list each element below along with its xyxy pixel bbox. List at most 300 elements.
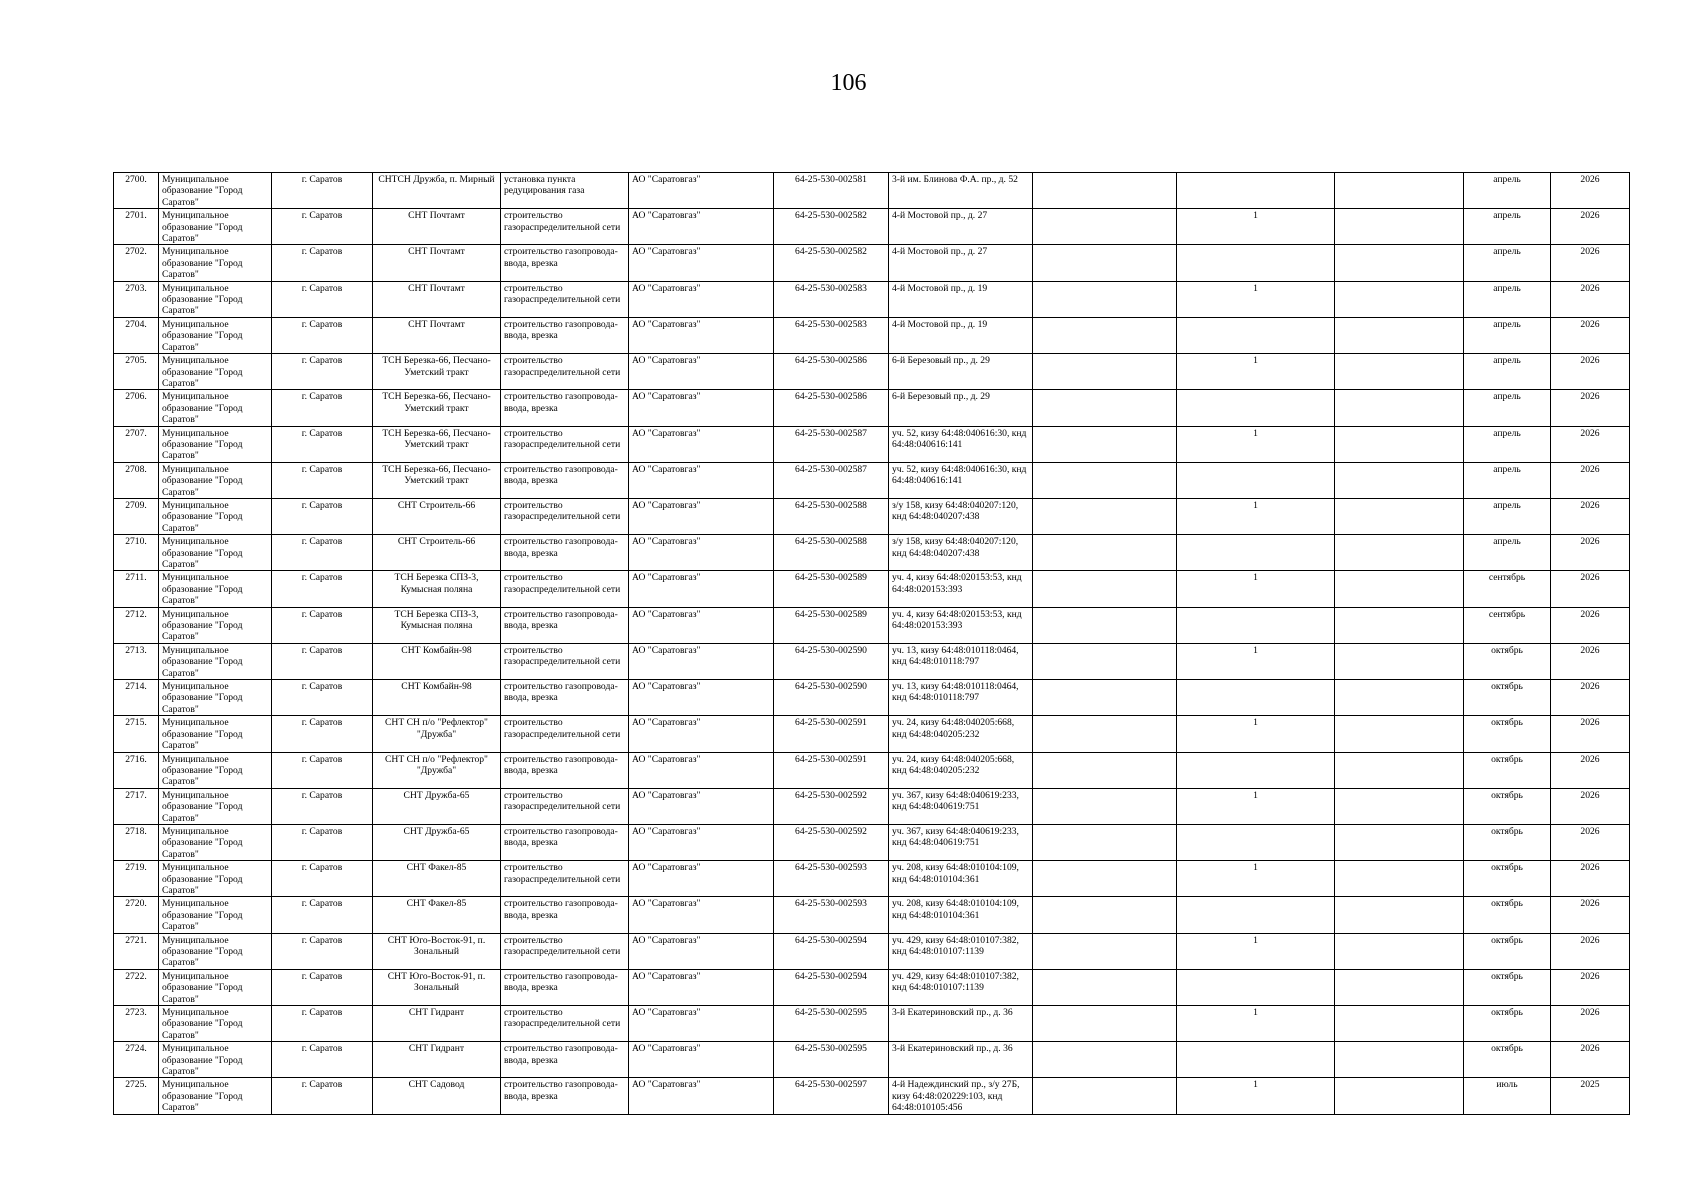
empty-cell [1335,462,1464,498]
count-cell: 1 [1177,1006,1335,1042]
page-number: 106 [830,70,867,96]
municipality-cell: Муниципальное образование "Город Саратов" [159,824,272,860]
work-type-cell: строительство газопровода-ввода, врезка [501,752,629,788]
municipality-cell: Муниципальное образование "Город Саратов" [159,643,272,679]
row-number-cell: 2720. [114,897,159,933]
object-code-cell: 64-25-530-002591 [774,752,889,788]
work-type-cell: строительство газопровода-ввода, врезка [501,897,629,933]
table-row [114,933,1630,969]
organization-cell: АО "Саратовгаз" [629,209,774,245]
month-cell: апрель [1464,462,1551,498]
work-type-cell: строительство газопровода-ввода, врезка [501,607,629,643]
empty-cell [1033,1006,1177,1042]
year-cell: 2026 [1551,317,1630,353]
table-row [114,1078,1630,1114]
empty-cell [1335,535,1464,571]
row-number-cell: 2721. [114,933,159,969]
year-cell: 2026 [1551,607,1630,643]
empty-cell [1033,498,1177,534]
address-cell: 4-й Мостовой пр., д. 27 [889,209,1033,245]
month-cell: апрель [1464,390,1551,426]
table-row [114,209,1630,245]
count-cell [1177,607,1335,643]
organization-cell: АО "Саратовгаз" [629,897,774,933]
month-cell: октябрь [1464,788,1551,824]
organization-cell: АО "Саратовгаз" [629,1042,774,1078]
month-cell: октябрь [1464,1042,1551,1078]
city-cell: г. Саратов [272,861,373,897]
organization-cell: АО "Саратовгаз" [629,788,774,824]
empty-cell [1335,1042,1464,1078]
organization-cell: АО "Саратовгаз" [629,680,774,716]
month-cell: июль [1464,1078,1551,1114]
city-cell: г. Саратов [272,245,373,281]
empty-cell [1033,643,1177,679]
empty-cell [1033,861,1177,897]
settlement-cell: СНТ СН п/о "Рефлектор" "Дружба" [373,716,501,752]
empty-cell [1033,426,1177,462]
address-cell: уч. 52, кизу 64:48:040616:30, кнд 64:48:040616:141 [889,426,1033,462]
month-cell: октябрь [1464,969,1551,1005]
object-code-cell: 64-25-530-002588 [774,498,889,534]
object-code-cell: 64-25-530-002586 [774,354,889,390]
table-row [114,680,1630,716]
month-cell: октябрь [1464,861,1551,897]
table-row [114,716,1630,752]
row-number-cell: 2701. [114,209,159,245]
organization-cell: АО "Саратовгаз" [629,607,774,643]
empty-cell [1033,245,1177,281]
count-cell: 1 [1177,716,1335,752]
count-cell: 1 [1177,426,1335,462]
row-number-cell: 2711. [114,571,159,607]
city-cell: г. Саратов [272,643,373,679]
municipality-cell: Муниципальное образование "Город Саратов" [159,317,272,353]
object-code-cell: 64-25-530-002583 [774,317,889,353]
object-code-cell: 64-25-530-002597 [774,1078,889,1114]
empty-cell [1335,752,1464,788]
municipality-cell: Муниципальное образование "Город Саратов" [159,680,272,716]
empty-cell [1033,173,1177,209]
object-code-cell: 64-25-530-002595 [774,1006,889,1042]
organization-cell: АО "Саратовгаз" [629,824,774,860]
table-row [114,281,1630,317]
settlement-cell: СНТ Дружба-65 [373,788,501,824]
address-cell: 6-й Березовый пр., д. 29 [889,390,1033,426]
table-row [114,643,1630,679]
settlement-cell: СНТ Дружба-65 [373,824,501,860]
work-type-cell: строительство газораспределительной сети [501,209,629,245]
empty-cell [1335,281,1464,317]
month-cell: апрель [1464,535,1551,571]
object-code-cell: 64-25-530-002588 [774,535,889,571]
month-cell: сентябрь [1464,607,1551,643]
count-cell: 1 [1177,933,1335,969]
table-row [114,173,1630,209]
settlement-cell: СНТ Строитель-66 [373,498,501,534]
month-cell: октябрь [1464,643,1551,679]
address-cell: уч. 208, кизу 64:48:010104:109, кнд 64:48:010104:361 [889,861,1033,897]
object-code-cell: 64-25-530-002589 [774,607,889,643]
settlement-cell: ТСН Березка-66, Песчано-Уметский тракт [373,462,501,498]
organization-cell: АО "Саратовгаз" [629,462,774,498]
year-cell: 2026 [1551,680,1630,716]
address-cell: 3-й Екатериновский пр., д. 36 [889,1006,1033,1042]
work-type-cell: строительство газопровода-ввода, врезка [501,317,629,353]
municipality-cell: Муниципальное образование "Город Саратов" [159,933,272,969]
address-cell: 3-й Екатериновский пр., д. 36 [889,1042,1033,1078]
empty-cell [1033,571,1177,607]
empty-cell [1033,607,1177,643]
count-cell: 1 [1177,643,1335,679]
municipality-cell: Муниципальное образование "Город Саратов" [159,354,272,390]
object-code-cell: 64-25-530-002593 [774,897,889,933]
municipality-cell: Муниципальное образование "Город Саратов" [159,788,272,824]
row-number-cell: 2718. [114,824,159,860]
empty-cell [1033,716,1177,752]
table-body [114,173,1630,1115]
municipality-cell: Муниципальное образование "Город Саратов" [159,897,272,933]
count-cell [1177,1042,1335,1078]
settlement-cell: СНТ Юго-Восток-91, п. Зональный [373,969,501,1005]
count-cell: 1 [1177,354,1335,390]
table-row [114,498,1630,534]
month-cell: апрель [1464,498,1551,534]
work-type-cell: строительство газопровода-ввода, врезка [501,390,629,426]
empty-cell [1335,861,1464,897]
empty-cell [1033,897,1177,933]
empty-cell [1033,1078,1177,1114]
table-row [114,897,1630,933]
object-code-cell: 64-25-530-002590 [774,643,889,679]
empty-cell [1033,462,1177,498]
row-number-cell: 2719. [114,861,159,897]
row-number-cell: 2712. [114,607,159,643]
year-cell: 2026 [1551,209,1630,245]
row-number-cell: 2706. [114,390,159,426]
year-cell: 2026 [1551,1042,1630,1078]
work-type-cell: строительство газопровода-ввода, врезка [501,824,629,860]
row-number-cell: 2704. [114,317,159,353]
work-type-cell: строительство газораспределительной сети [501,426,629,462]
work-type-cell: строительство газопровода-ввода, врезка [501,1078,629,1114]
year-cell: 2026 [1551,861,1630,897]
city-cell: г. Саратов [272,317,373,353]
object-code-cell: 64-25-530-002591 [774,716,889,752]
city-cell: г. Саратов [272,788,373,824]
address-cell: уч. 367, кизу 64:48:040619:233, кнд 64:48:040619:751 [889,788,1033,824]
count-cell [1177,824,1335,860]
city-cell: г. Саратов [272,462,373,498]
address-cell: уч. 24, кизу 64:48:040205:668, кнд 64:48:040205:232 [889,752,1033,788]
object-code-cell: 64-25-530-002592 [774,788,889,824]
month-cell: апрель [1464,317,1551,353]
empty-cell [1335,969,1464,1005]
city-cell: г. Саратов [272,354,373,390]
city-cell: г. Саратов [272,680,373,716]
empty-cell [1335,607,1464,643]
count-cell [1177,969,1335,1005]
row-number-cell: 2700. [114,173,159,209]
settlement-cell: СНТ Гидрант [373,1006,501,1042]
empty-cell [1335,354,1464,390]
year-cell: 2026 [1551,535,1630,571]
work-type-cell: строительство газораспределительной сети [501,281,629,317]
municipality-cell: Муниципальное образование "Город Саратов" [159,752,272,788]
settlement-cell: ТСН Березка СПЗ-3, Кумысная поляна [373,571,501,607]
city-cell: г. Саратов [272,571,373,607]
empty-cell [1033,281,1177,317]
city-cell: г. Саратов [272,752,373,788]
work-type-cell: строительство газораспределительной сети [501,1006,629,1042]
work-type-cell: строительство газопровода-ввода, врезка [501,969,629,1005]
table-row [114,607,1630,643]
organization-cell: АО "Саратовгаз" [629,643,774,679]
object-code-cell: 64-25-530-002590 [774,680,889,716]
count-cell: 1 [1177,861,1335,897]
city-cell: г. Саратов [272,1042,373,1078]
empty-cell [1033,209,1177,245]
row-number-cell: 2715. [114,716,159,752]
object-code-cell: 64-25-530-002581 [774,173,889,209]
table-row [114,390,1630,426]
year-cell: 2026 [1551,245,1630,281]
object-code-cell: 64-25-530-002587 [774,426,889,462]
row-number-cell: 2705. [114,354,159,390]
month-cell: апрель [1464,245,1551,281]
empty-cell [1033,933,1177,969]
row-number-cell: 2724. [114,1042,159,1078]
year-cell: 2026 [1551,571,1630,607]
city-cell: г. Саратов [272,498,373,534]
work-type-cell: строительство газопровода-ввода, врезка [501,245,629,281]
address-cell: з/у 158, кизу 64:48:040207:120, кнд 64:48:040207:438 [889,535,1033,571]
settlement-cell: СНТ Почтамт [373,317,501,353]
empty-cell [1033,354,1177,390]
address-cell: уч. 367, кизу 64:48:040619:233, кнд 64:48:040619:751 [889,824,1033,860]
table-row [114,426,1630,462]
row-number-cell: 2707. [114,426,159,462]
empty-cell [1335,1006,1464,1042]
object-code-cell: 64-25-530-002593 [774,861,889,897]
address-cell: уч. 429, кизу 64:48:010107:382, кнд 64:48:010107:1139 [889,969,1033,1005]
settlement-cell: СНТ Юго-Восток-91, п. Зональный [373,933,501,969]
municipality-cell: Муниципальное образование "Город Саратов" [159,281,272,317]
organization-cell: АО "Саратовгаз" [629,969,774,1005]
empty-cell [1033,788,1177,824]
organization-cell: АО "Саратовгаз" [629,245,774,281]
object-code-cell: 64-25-530-002595 [774,1042,889,1078]
empty-cell [1335,643,1464,679]
municipality-cell: Муниципальное образование "Город Саратов" [159,535,272,571]
row-number-cell: 2708. [114,462,159,498]
municipality-cell: Муниципальное образование "Город Саратов" [159,1042,272,1078]
year-cell: 2026 [1551,498,1630,534]
work-type-cell: строительство газораспределительной сети [501,498,629,534]
municipality-cell: Муниципальное образование "Город Саратов" [159,209,272,245]
organization-cell: АО "Саратовгаз" [629,354,774,390]
municipality-cell: Муниципальное образование "Город Саратов" [159,571,272,607]
table-row [114,1006,1630,1042]
work-type-cell: строительство газопровода-ввода, врезка [501,535,629,571]
municipality-cell: Муниципальное образование "Город Саратов" [159,607,272,643]
month-cell: апрель [1464,173,1551,209]
empty-cell [1335,498,1464,534]
municipality-cell: Муниципальное образование "Город Саратов" [159,1006,272,1042]
year-cell: 2026 [1551,426,1630,462]
city-cell: г. Саратов [272,390,373,426]
settlement-cell: СНТ Почтамт [373,245,501,281]
month-cell: апрель [1464,209,1551,245]
row-number-cell: 2722. [114,969,159,1005]
address-cell: уч. 52, кизу 64:48:040616:30, кнд 64:48:040616:141 [889,462,1033,498]
table-row [114,824,1630,860]
table-row [114,752,1630,788]
address-cell: 4-й Надеждинский пр., з/у 27Б, кизу 64:48:020229:103, кнд 64:48:010105:456 [889,1078,1033,1114]
empty-cell [1033,969,1177,1005]
city-cell: г. Саратов [272,607,373,643]
count-cell: 1 [1177,209,1335,245]
month-cell: октябрь [1464,680,1551,716]
count-cell: 1 [1177,1078,1335,1114]
month-cell: октябрь [1464,897,1551,933]
municipality-cell: Муниципальное образование "Город Саратов" [159,969,272,1005]
settlement-cell: СНТ Почтамт [373,281,501,317]
count-cell [1177,752,1335,788]
count-cell: 1 [1177,571,1335,607]
month-cell: октябрь [1464,752,1551,788]
municipality-cell: Муниципальное образование "Город Саратов" [159,498,272,534]
object-code-cell: 64-25-530-002586 [774,390,889,426]
row-number-cell: 2716. [114,752,159,788]
settlement-cell: ТСН Березка-66, Песчано-Уметский тракт [373,354,501,390]
count-cell [1177,462,1335,498]
year-cell: 2026 [1551,824,1630,860]
row-number-cell: 2703. [114,281,159,317]
work-type-cell: строительство газораспределительной сети [501,788,629,824]
month-cell: апрель [1464,281,1551,317]
organization-cell: АО "Саратовгаз" [629,571,774,607]
row-number-cell: 2714. [114,680,159,716]
organization-cell: АО "Саратовгаз" [629,716,774,752]
count-cell [1177,317,1335,353]
object-code-cell: 64-25-530-002594 [774,933,889,969]
table-row [114,354,1630,390]
city-cell: г. Саратов [272,209,373,245]
work-type-cell: строительство газораспределительной сети [501,861,629,897]
settlement-cell: ТСН Березка-66, Песчано-Уметский тракт [373,390,501,426]
count-cell [1177,173,1335,209]
year-cell: 2026 [1551,1006,1630,1042]
municipality-cell: Муниципальное образование "Город Саратов" [159,1078,272,1114]
settlement-cell: СНТСН Дружба, п. Мирный [373,173,501,209]
address-cell: 4-й Мостовой пр., д. 19 [889,281,1033,317]
organization-cell: АО "Саратовгаз" [629,752,774,788]
year-cell: 2026 [1551,933,1630,969]
year-cell: 2026 [1551,716,1630,752]
empty-cell [1033,390,1177,426]
count-cell [1177,897,1335,933]
city-cell: г. Саратов [272,969,373,1005]
count-cell: 1 [1177,788,1335,824]
month-cell: апрель [1464,354,1551,390]
row-number-cell: 2709. [114,498,159,534]
organization-cell: АО "Саратовгаз" [629,861,774,897]
settlement-cell: СНТ Комбайн-98 [373,643,501,679]
object-code-cell: 64-25-530-002582 [774,245,889,281]
year-cell: 2026 [1551,354,1630,390]
organization-cell: АО "Саратовгаз" [629,317,774,353]
year-cell: 2026 [1551,897,1630,933]
settlement-cell: СНТ СН п/о "Рефлектор" "Дружба" [373,752,501,788]
address-cell: 6-й Березовый пр., д. 29 [889,354,1033,390]
municipality-cell: Муниципальное образование "Город Саратов" [159,390,272,426]
empty-cell [1335,897,1464,933]
row-number-cell: 2725. [114,1078,159,1114]
empty-cell [1335,824,1464,860]
municipality-cell: Муниципальное образование "Город Саратов" [159,245,272,281]
object-code-cell: 64-25-530-002592 [774,824,889,860]
month-cell: октябрь [1464,716,1551,752]
city-cell: г. Саратов [272,426,373,462]
settlement-cell: СНТ Садовод [373,1078,501,1114]
count-cell [1177,390,1335,426]
empty-cell [1033,752,1177,788]
month-cell: апрель [1464,426,1551,462]
organization-cell: АО "Саратовгаз" [629,390,774,426]
month-cell: октябрь [1464,933,1551,969]
empty-cell [1335,716,1464,752]
work-type-cell: строительство газораспределительной сети [501,354,629,390]
settlement-cell: СНТ Факел-85 [373,861,501,897]
city-cell: г. Саратов [272,1078,373,1114]
table-row [114,1042,1630,1078]
month-cell: октябрь [1464,1006,1551,1042]
table-row [114,245,1630,281]
empty-cell [1335,390,1464,426]
organization-cell: АО "Саратовгаз" [629,1006,774,1042]
municipality-cell: Муниципальное образование "Город Саратов" [159,462,272,498]
city-cell: г. Саратов [272,933,373,969]
row-number-cell: 2710. [114,535,159,571]
table-row [114,535,1630,571]
year-cell: 2026 [1551,643,1630,679]
settlement-cell: СНТ Факел-85 [373,897,501,933]
work-type-cell: строительство газораспределительной сети [501,716,629,752]
work-type-cell: строительство газопровода-ввода, врезка [501,1042,629,1078]
work-type-cell: строительство газораспределительной сети [501,933,629,969]
empty-cell [1033,317,1177,353]
settlement-cell: ТСН Березка СПЗ-3, Кумысная поляна [373,607,501,643]
city-cell: г. Саратов [272,1006,373,1042]
empty-cell [1335,426,1464,462]
work-type-cell: установка пункта редуцирования газа [501,173,629,209]
city-cell: г. Саратов [272,173,373,209]
settlement-cell: СНТ Почтамт [373,209,501,245]
row-number-cell: 2723. [114,1006,159,1042]
empty-cell [1335,317,1464,353]
settlement-cell: СНТ Комбайн-98 [373,680,501,716]
year-cell: 2026 [1551,969,1630,1005]
empty-cell [1335,680,1464,716]
city-cell: г. Саратов [272,281,373,317]
gasification-register-table [113,172,1630,1115]
row-number-cell: 2717. [114,788,159,824]
address-cell: уч. 429, кизу 64:48:010107:382, кнд 64:48:010107:1139 [889,933,1033,969]
table-row [114,969,1630,1005]
municipality-cell: Муниципальное образование "Город Саратов" [159,173,272,209]
municipality-cell: Муниципальное образование "Город Саратов" [159,716,272,752]
